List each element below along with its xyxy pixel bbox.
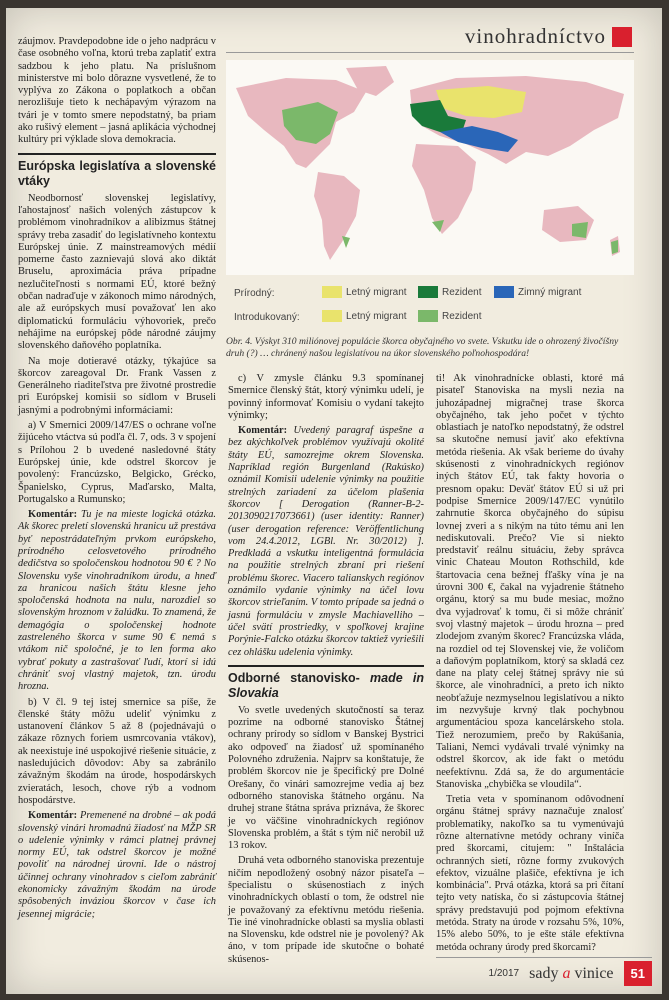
magazine-name-part: a [562, 964, 571, 982]
magazine-page [6, 8, 662, 994]
legend-item [418, 286, 481, 298]
section-header [465, 24, 632, 49]
magazine-name-part: sady [529, 964, 559, 982]
legend-native-label: Prírodný: [234, 288, 275, 299]
figure-caption: Obr. 4. Výskyt 310 miliónovej populácie škorca obyčajného vo svete. Vskutku ide o ohrozený živočíšny druh (?) … chránený našou legislatívou na úkor slovenského poľnohospodára! [226, 336, 619, 359]
heading-part: Odborné stanovisko- [228, 670, 370, 685]
comment-label: Komentár: [238, 425, 288, 437]
header-rule [226, 52, 634, 53]
legend-text: Rezident [442, 310, 482, 322]
paragraph: Neodbornosť slovenskej legislatívy, ľahostajnosť našich volených zástupcov k problémom vinohradníkov a alibizmus štátnej správy treba zasadiť do legislatívneho kontextu Európskej únie. Z mainstreamových médií pomerne často zaznievajú slová ako diktát Bruselu, aproximácia práva prípadne nezlučiteľnosti s normami EÚ, ktoré bežný občan nadraďuje v zákonoch mimo národných, ale až európskych musí považovať len ako diplomatickú formuláciu výhovoriek, prečo nehájime na európskej pôde národné záujmy slovenského daňového poplatníka. [18, 192, 216, 352]
comment-paragraph [18, 509, 216, 693]
page-footer [489, 961, 652, 986]
comment-text: Uvedený paragraf úspešne a bez akýchkoľvek problémov využívajú okolité štáty EÚ, samozrejme okrem Slovenska. Napríklad región Burgenland (Rakúsko) oznámil Komisii udelenie výnimky na použitie strelných zariadení za účelom plašenia škorcov [ Derogation (Ranner-B-2-2013090217073661) (user identity: Ranner) (user derogation reference: Veröffentlichung vom 24.4.2012, LGBl. Nr. 30/2012) ]. Predkladá a vskutku inteligentná formulácia na použitie strelných zbraní pri riešení problému škorec. Viacero talianskych regiónov oznámilo vydanie výnimky na účel lovu škorcov strieľaním. V tomto prípade sa jedná o jasnú formuláciu v zmysle Machiavelliho – účel svätí prostriedky, v spoľkovej krajine Porýnie-Falcko otázku škorcov taktiež vyriešili cez ohlášku udelenia výnimky. [228, 425, 424, 658]
legend-item [418, 310, 481, 322]
comment-paragraph [18, 810, 216, 921]
magazine-name-part: vinice [574, 964, 614, 982]
legend-text: Letný migrant [346, 286, 407, 298]
legend-swatch-dark-green [418, 286, 438, 298]
legend-text: Letný migrant [346, 310, 407, 322]
range-introduced-nz [611, 240, 618, 254]
figure-starling-map [226, 60, 634, 365]
paragraph: Na moje dotieravé otázky, týkajúce sa škorcov zareagoval Dr. Frank Vassen z Generálneho riaditeľstva pre životné prostredie pri Európskej komisii so sídlom v Bruseli jasnými a podrobnými informáciami: [18, 355, 216, 416]
paragraph: Vo svetle uvedených skutočností sa teraz pozrime na odborné stanovisko Štátnej ochrany prírody so sídlom v Banskej Bystrici ako odpoveď na žiadosť už spomínaného Polovného združenia. Najprv sa konštatuje, že problém škorcov nie je špecifický pre Dolné Orešany, čo vinári samozrejme vedia aj bez odborného stanoviska štátneho orgánu. Na druhej strane štátna správa priznáva, že škorec je vo väčšine vinohradníckych regiónov Slovenska problém, a štát s tým nič nerobil už 13 rokov. [228, 704, 424, 852]
footer-rule [436, 957, 652, 958]
comment-paragraph [228, 425, 424, 659]
heading-eu-legislation: Európska legislatíva a slovenské vtáky [18, 153, 216, 189]
comment-label: Komentár: [28, 509, 78, 521]
legend-item [322, 286, 407, 298]
map-legend [232, 282, 632, 334]
paragraph: ti! Ak vinohradnícke oblasti, ktoré má pisateľ Stanoviska na mysli nezia na juhozápadnej migračnej trase škorca obyčajného, tak jeho počet v týchto oblastiach je natoľko nepodstatný, že odstrel sa skutočne nemusí javiť ako efektívna metóda riešenia. Ak však berieme do úvahy skúsenosti z vinohradníckych regiónov iných štátov EÚ, tak fakty hovoria o presnom opaku: Deväť štátov EÚ si už pri podpise Smernice 2009/147/EC vynútilo zahrnutie škorca obyčajného do súpisu lovnej zveri a s nikým na túto tému ani len nediskutovali. Prečo? Vie si niekto predstaviť reálnu situáciu, žeby správca vinic Chateau Mouton Rothschild, kde štartovacia cena bežnej fľašky vína je na úrovni 300 €, čakal na vyjadrenie štátneho orgánu, ktorý sa mu bude mesiac, možno dva vyjadrovať k tomu, či si môže chrániť svoj vlastný majetok – úrodu hrozna – pred zlodejom zvaným škorec? Francúzska vláda, na rozdiel od tej Slovenskej vie, že voličom a daňovým poplatníkom, ktorý sa skladá cez dane na platy celej štátnej správy nie sú škorce, ale vinohradníci, a preto ich nikto neobťažuje nezmyselnou legislatívou a nikto im nezvyšuje krvný tlak pochybnou argumentáciou spoza kancelárskeho stola. Tiež nerozumiem, prečo by Rakúšania, Taliani, Nemci vydávali trvalé výnimky na odstrel škorcov, ak ide fakt o metódu neefektívnu. Zdá sa, že do argumentácie Stanoviska „chybička se vloudila“. [436, 373, 624, 790]
paragraph: a) V Smernici 2009/147/ES o ochrane voľne žijúceho vtáctva sú podľa čl. 7, ods. 3 v spojení s Prílohou 2 b uvedené nasledovné štáty Európskej únie, kde odstrel škorcov je povolený: Francúzsko, Belgicko, Grécko, Španielsko, Cyprus, Maďarsko, Malta, Portugalsko a Rumunsko; [18, 420, 216, 505]
heading-expert-opinion [228, 665, 424, 701]
legend-item [494, 286, 581, 298]
magazine-name [529, 965, 613, 983]
legend-swatch-yellow [322, 310, 342, 322]
legend-item [322, 310, 407, 322]
paragraph: b) V čl. 9 tej istej smernice sa píše, že členské štáty môžu udeliť výnimku z ustanovení článkov 5 až 8 (pojednávajú o zákaze rôznych foriem usmrcovania vtákov), ak neexistuje iné uspokojivé riešenie situácie, z nasledujúcich dôvodov: Aby sa zabránilo závažným škodám na úrode, hospodárskych zvieratách, lesoch, chove rýb a vodnom hospodárstve. [18, 696, 216, 806]
legend-text: Rezident [442, 286, 482, 298]
legend-introduced-label: Introdukovaný: [234, 312, 300, 323]
world-map [226, 60, 634, 275]
paragraph: Tretia veta v spomínanom odôvodnení orgánu štátnej správy naznačuje znalosť problematiky, nakoľko sa tu vymenúvajú rôzne alternatívne metódy ochrany viníča pred škorcami, citujem: " Inštalácia ochranných sietí, rôzne formy zvukových efektov, vizuálne plašiče, efektívna je ich kombinácia". Prvá otázka, ktorá sa pri čítaní tejto vety natíska, čo si zástupcovia štátnej správy predstavujú pod pojmom efektívna metóda. Straty na úrode v rozsahu 5%, 10%, 15% alebo 50%, to je ešte stále efektívna metóda ochrany úrody pred škorcami? [436, 794, 624, 953]
page-number: 51 [624, 961, 652, 986]
column-3 [436, 373, 624, 957]
paragraph: Druhá veta odborného stanoviska prezentuje ničím nepodložený osobný názor pisateľa – špecialistu o skúsenostiach z iných vinohradníckych oblastí o tom, že odstrel nie je považovaný za efektívnu metódu riešenia. Tie iné vinohradnícke oblasti sa myslia oblasti na Slovensku, kde odstrel nie je povolený? Ak áno, v tom prípade ide skutočne o bohaté skúsenos- [228, 855, 424, 965]
legend-swatch-light-green [418, 310, 438, 322]
intro-paragraph: záujmov. Pravdepodobne ide o jeho nadprácu v čase osobného voľna, ktorú treba zaplatiť extra sadzbou k jeho platu. Na príslušnom ministerstve mi bolo dôrazne vysvetlené, že to vyplýva zo Zákona o poplatkoch a občan nerozlišuje tieto k nechápavým výrazom na tvári je v tomto smere nepodstatný, ba priam ako rušivý element – jasná aplikácia východnej kultúry pri výklade slova demokracia. [18, 36, 216, 146]
heading-part-italic: made in Slovakia [228, 670, 424, 700]
paragraph: c) V zmysle článku 9.3 spomínanej Smernice členský štát, ktorý výnimku udelí, je povinný informovať Komisiu o vydaní takejto výnimky; [228, 373, 424, 421]
range-introduced-au [572, 222, 588, 238]
red-square-icon [612, 27, 632, 47]
legend-text: Zimný migrant [518, 286, 582, 298]
comment-text: Tu je na mieste logická otázka. Ak škorec preletí slovenskú hranicu už prestáva byť nepostrádateľným prvkom európskeho, prírodného celosvetového prírodného dedičstva so spoločenskou hodnotou 90 € ? No Slovensku vyše vinohradníkom úrodu, a hneď za hranicou našich štátu klesne jeho spoločenská hodnota na nulu, narozdiel so slovenským hroznom v žalúdku. To znamená, že demagógia o spoločenskej hodnote zastreleného škorca v sume 90 € nemá s vtákom nič spoločné, je to len forma ako vybrať pokuty a zastrašovať ľudí, ktorí si idú chrániť svoj vlastný majetok, tzn. úrodu hrozna. [18, 509, 216, 693]
column-2 [228, 373, 424, 969]
comment-label: Komentár: [28, 810, 78, 822]
section-title: vinohradníctvo [464, 24, 606, 48]
issue-number: 1/2017 [488, 968, 520, 979]
legend-swatch-yellow [322, 286, 342, 298]
column-1 [18, 36, 216, 924]
comment-text: Premenené na drobné – ak podá slovenský vinári hromadnú žiadosť na MŽP SR o udelenie výnimky v rámci platnej právnej normy EÚ, tak odstrel škorcov je možné povoliť na národnej úrovni. Ide o nástroj účinnej ochrany vinohradov s cieľom zabrániť ekonomicky závažným škodám na úrode spôsobených inváziou škorcov v čase ich jesennej migrácie; [18, 810, 217, 920]
legend-swatch-blue [494, 286, 514, 298]
